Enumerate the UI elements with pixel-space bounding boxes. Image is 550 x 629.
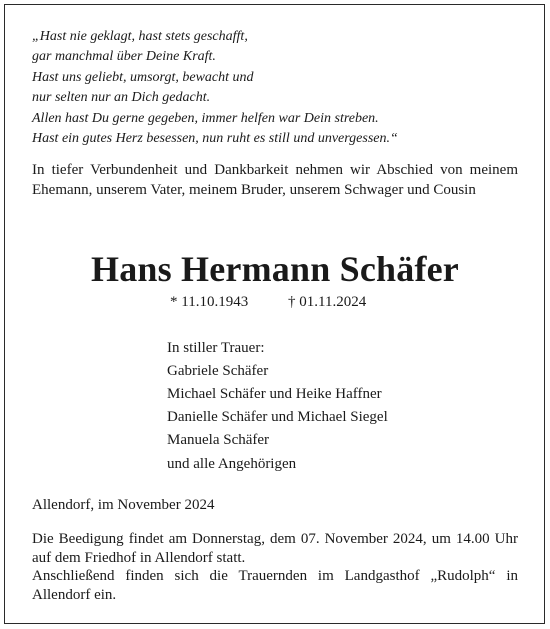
poem-line: „Hast nie geklagt, hast stets geschafft,: [32, 29, 248, 44]
funeral-info: [32, 530, 518, 604]
poem: [32, 27, 398, 149]
poem-line: Hast uns geliebt, umsorgt, bewacht und: [32, 69, 254, 85]
death-date: † 01.11.2024: [288, 294, 367, 310]
deceased-name: Hans Hermann Schäfer: [91, 249, 459, 289]
intro-text: In tiefer Verbundenheit und Dankbarkeit nehmen wir Abschied von meinem Ehemann, unserem Vater, meinem Bruder, unserem Schwager und Cousin: [32, 162, 518, 198]
poem-line: gar manchmal über Deine Kraft.: [32, 49, 216, 65]
funeral-paragraph: Die Beedigung findet am Donnerstag, dem 07. November 2024, um 14.00 Uhr auf dem Friedhof in Allendorf statt.: [32, 531, 518, 566]
place-date: Allendorf, im November 2024: [32, 497, 215, 513]
mourner: Manuela Schäfer: [167, 432, 270, 448]
birth-date: * 11.10.1943: [170, 294, 249, 310]
funeral-paragraph: Anschließend finden sich die Trauernden im Landgasthof „Rudolph“ in Allendorf ein.: [32, 568, 518, 603]
poem-line: Allen hast Du gerne gegeben, immer helfen war Dein streben.: [32, 110, 379, 126]
mourners-list: [167, 337, 388, 474]
mourner: Danielle Schäfer und Michael Siegel: [167, 409, 388, 425]
poem-line: nur selten nur an Dich gedacht.: [32, 90, 211, 106]
mourners-heading: In stiller Trauer:: [167, 340, 265, 356]
mourner: Gabriele Schäfer: [167, 363, 269, 379]
poem-line: Hast ein gutes Herz besessen, nun ruht es still und unvergessen.“: [32, 131, 398, 147]
mourner: Michael Schäfer und Heike Haffner: [167, 386, 382, 402]
mourner: und alle Angehörigen: [167, 456, 297, 472]
